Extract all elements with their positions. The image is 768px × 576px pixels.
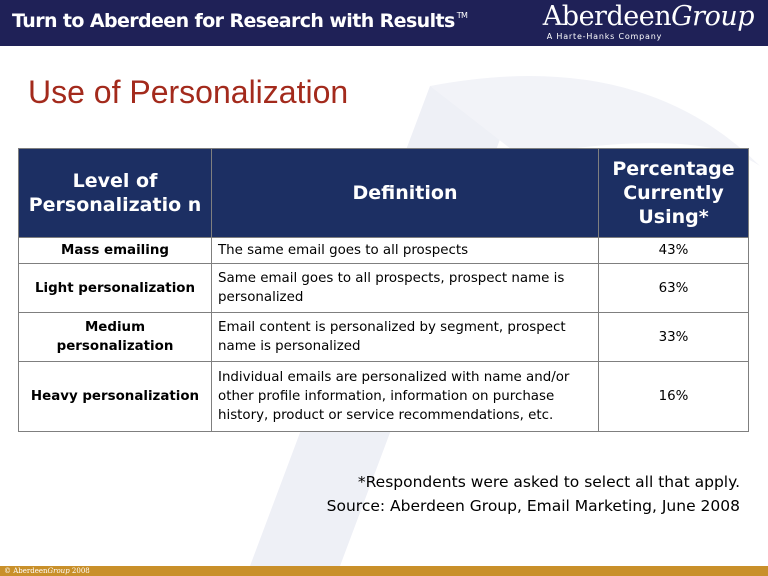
personalization-table <box>18 148 749 432</box>
row-level: Medium personalization <box>19 313 212 362</box>
row-level: Heavy personalization <box>19 362 212 432</box>
logo-word-group: Group <box>671 1 754 32</box>
logo-wordmark <box>543 2 754 32</box>
footnote <box>327 470 740 518</box>
copyright-notice <box>4 566 90 576</box>
row-percentage: 33% <box>599 313 749 362</box>
logo-subtitle: A Harte-Hanks Company <box>546 32 663 41</box>
row-definition: The same email goes to all prospects <box>212 238 599 264</box>
row-definition: Individual emails are personalized with name and/or other profile information, information on purchase history, product or service recommendations, etc. <box>212 362 599 432</box>
copyright-year: 2008 <box>69 567 90 575</box>
tagline-text: Turn to Aberdeen for Research with Results <box>12 10 455 32</box>
table-row <box>19 238 749 264</box>
footer-bar <box>0 566 768 576</box>
row-percentage: 16% <box>599 362 749 432</box>
header-level: Level of Personalizatio n <box>19 149 212 238</box>
copyright-prefix: © Aberdeen <box>4 567 48 575</box>
table-row <box>19 313 749 362</box>
header-tagline <box>12 10 467 32</box>
logo-word-aberdeen: Aberdeen <box>542 1 672 32</box>
row-level: Light personalization <box>19 264 212 313</box>
table-header-row <box>19 149 749 238</box>
row-definition: Same email goes to all prospects, prospect name is personalized <box>212 264 599 313</box>
trademark-mark: TM <box>456 11 468 20</box>
footnote-source: Source: Aberdeen Group, Email Marketing, June 2008 <box>326 497 740 515</box>
header-definition: Definition <box>212 149 599 238</box>
header-percentage: Percentage Currently Using* <box>599 149 749 238</box>
table-row <box>19 264 749 313</box>
header-banner <box>0 0 768 46</box>
row-definition: Email content is personalized by segment, prospect name is personalized <box>212 313 599 362</box>
footnote-respondents: *Respondents were asked to select all that apply. <box>357 473 740 491</box>
row-percentage: 43% <box>599 238 749 264</box>
row-level: Mass emailing <box>19 238 212 264</box>
copyright-group: Group <box>47 567 70 575</box>
slide-title: Use of Personalization <box>28 74 349 110</box>
row-percentage: 63% <box>599 264 749 313</box>
aberdeen-logo <box>543 2 754 42</box>
table-row <box>19 362 749 432</box>
